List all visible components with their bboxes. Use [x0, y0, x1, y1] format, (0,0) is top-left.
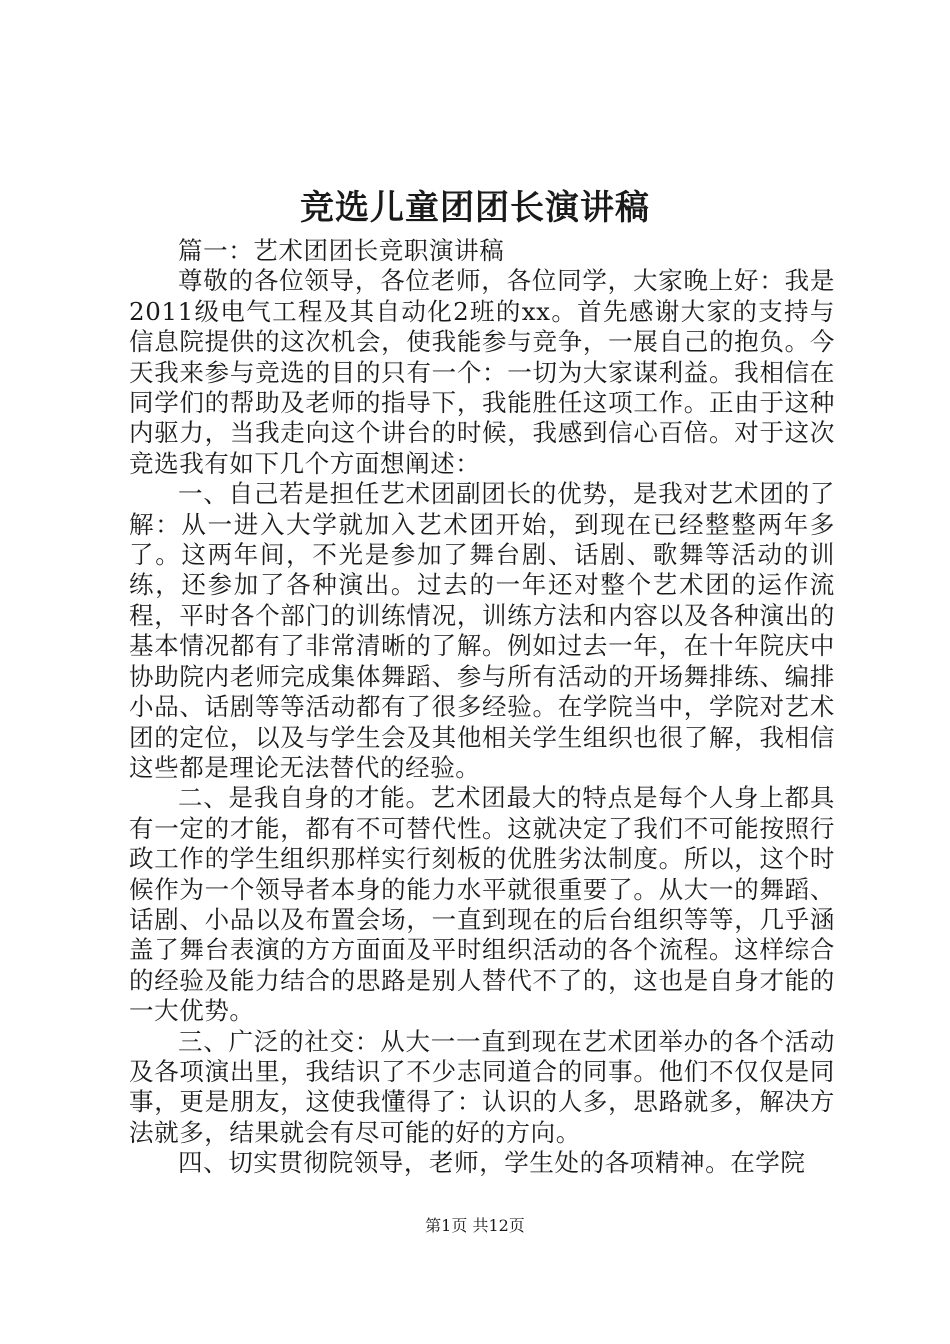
paragraph: 三、广泛的社交：从大一一直到现在艺术团举办的各个活动及各项演出里，我结识了不少志同道合的同事。他们不仅仅是同事，更是朋友，这使我懂得了：认识的人多，思路就多，解决方法就多，结果就会有尽可能的好的方向。 [129, 1026, 835, 1147]
document-body [129, 236, 835, 1179]
page-footer: 第1页 共12页 [425, 1216, 525, 1235]
paragraph: 一、自己若是担任艺术团副团长的优势，是我对艺术团的了解：从一进入大学就加入艺术团开始，到现在已经整整两年多了。这两年间，不光是参加了舞台剧、话剧、歌舞等活动的训练，还参加了各种演出。过去的一年还对整个艺术团的运作流程，平时各个部门的训练情况，训练方法和内容以及各种演出的基本情况都有了非常清晰的了解。例如过去一年，在十年院庆中协助院内老师完成集体舞蹈、参与所有活动的开场舞排练、编排小品、话剧等等活动都有了很多经验。在学院当中，学院对艺术团的定位，以及与学生会及其他相关学生组织也很了解，我相信这些都是理论无法替代的经验。 [129, 479, 835, 782]
document-title: 竞选儿童团团长演讲稿 [300, 188, 650, 228]
paragraph: 尊敬的各位领导，各位老师，各位同学，大家晚上好：我是2011级电气工程及其自动化2班的xx。首先感谢大家的支持与信息院提供的这次机会，使我能参与竞争，一展自己的抱负。今天我来参与竞选的目的只有一个：一切为大家谋利益。我相信在同学们的帮助及老师的指导下，我能胜任这项工作。正由于这种内驱力，当我走向这个讲台的时候，我感到信心百倍。对于这次竞选我有如下几个方面想阐述： [129, 266, 835, 478]
section-heading: 篇一：艺术团团长竞职演讲稿 [178, 236, 505, 265]
paragraph: 四、切实贯彻院领导，老师，学生处的各项精神。在学院 [178, 1148, 806, 1178]
paragraph: 二、是我自身的才能。艺术团最大的特点是每个人身上都具有一定的才能，都有不可替代性。这就决定了我们不可能按照行政工作的学生组织那样实行刻板的优胜劣汰制度。所以，这个时候作为一个领导者本身的能力水平就很重要了。从大一的舞蹈、话剧、小品以及布置会场，一直到现在的后台组织等等，几乎涵盖了舞台表演的方方面面及平时组织活动的各个流程。这样综合的经验及能力结合的思路是别人替代不了的，这也是自身才能的一大优势。 [129, 783, 835, 1026]
